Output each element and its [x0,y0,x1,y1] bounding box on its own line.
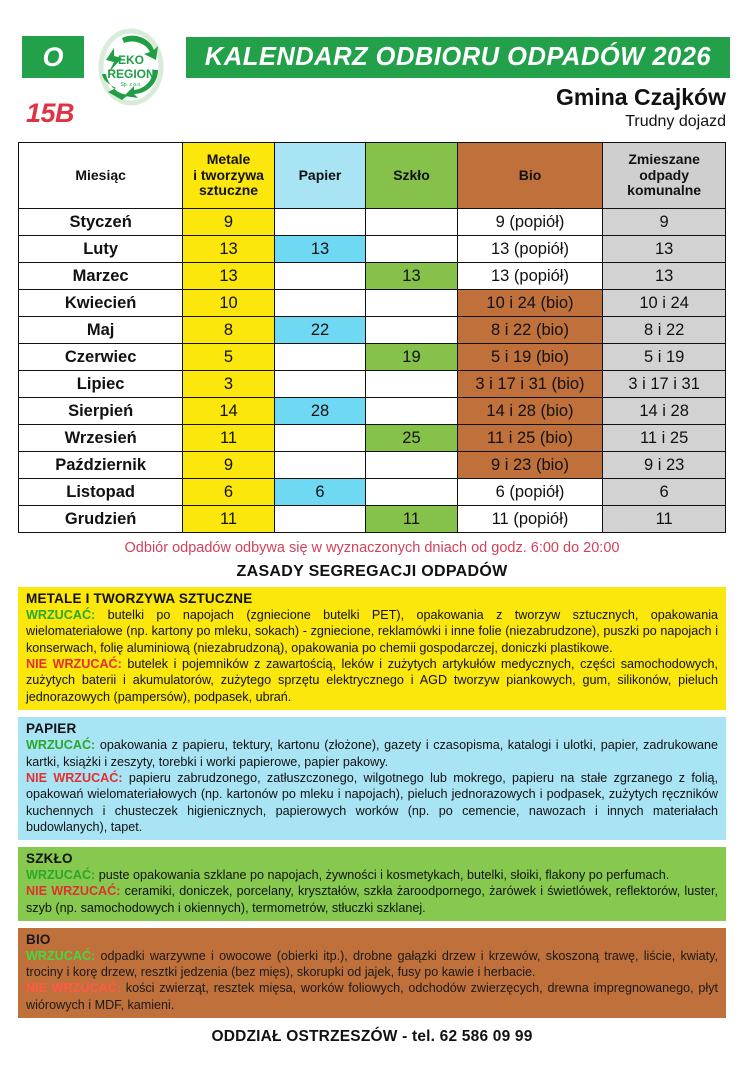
rule-rejected-text-glass: ceramiki, doniczek, porcelany, kryształów, szkła żaroodpornego, żarówek i świetlówek, reflektorów, luster, szyb (np. samochodowych i okiennych), termometrów, stłuczki szklanej. [26,884,718,915]
rule-heading-bio: BIO [26,931,51,947]
cell-bio: 10 i 24 (bio) [457,290,603,317]
cell-paper: 6 [274,479,365,506]
cell-bio: 13 (popiół) [457,236,603,263]
cell-bio: 11 i 25 (bio) [457,425,603,452]
cell-metals: 11 [183,506,274,533]
cell-paper [274,209,365,236]
calendar-title-bar [186,37,730,78]
cell-glass [366,479,457,506]
col-header-month: Miesiąc [19,143,183,209]
cell-glass: 25 [366,425,457,452]
label-accept: WRZUCAĆ: [26,868,96,883]
cell-metals: 13 [183,263,274,290]
cell-month: Wrzesień [19,425,183,452]
col-header-glass: Szkło [366,143,457,209]
cell-mixed: 13 [603,263,726,290]
page-title: KALENDARZ ODBIORU ODPADÓW 2026 [204,43,712,71]
cell-glass [366,290,457,317]
table-row [19,290,726,317]
rule-rejected-metal [26,656,718,705]
cell-bio: 9 i 23 (bio) [457,452,603,479]
label-accept: WRZUCAĆ: [26,738,96,753]
rule-accepted-paper [26,737,718,770]
cell-month: Lipiec [19,371,183,398]
cell-bio: 3 i 17 i 31 (bio) [457,371,603,398]
cell-bio: 13 (popiół) [457,263,603,290]
cell-mixed: 13 [603,236,726,263]
cell-glass [366,236,457,263]
cell-mixed: 3 i 17 i 31 [603,371,726,398]
table-body [19,209,726,533]
table-row [19,236,726,263]
cell-mixed: 10 i 24 [603,290,726,317]
cell-metals: 3 [183,371,274,398]
route-code: 15B [26,98,75,128]
label-reject: NIE WRZUCAĆ: [26,657,122,672]
cell-month: Czerwiec [19,344,183,371]
table-row [19,263,726,290]
page-header [0,0,744,140]
cell-metals: 8 [183,317,274,344]
cell-mixed: 6 [603,479,726,506]
collection-calendar-table [18,142,726,533]
rule-panel-paper [18,717,726,840]
rule-rejected-bio [26,980,718,1013]
cell-bio: 9 (popiół) [457,209,603,236]
label-accept: WRZUCAĆ: [26,608,96,622]
cell-metals: 10 [183,290,274,317]
cell-metals: 11 [183,425,274,452]
cell-month: Październik [19,452,183,479]
rule-heading-glass: SZKŁO [26,851,73,867]
cell-paper [274,452,365,479]
cell-glass: 19 [366,344,457,371]
cell-glass [366,452,457,479]
cell-mixed: 11 i 25 [603,425,726,452]
cell-paper [274,263,365,290]
col-header-metals: Metale i tworzywa sztuczne [183,143,274,209]
cell-paper [274,425,365,452]
cell-metals: 14 [183,398,274,425]
cell-metals: 13 [183,236,274,263]
cell-bio: 11 (popiół) [457,506,603,533]
cell-metals: 6 [183,479,274,506]
table-row [19,506,726,533]
cell-bio: 14 i 28 (bio) [457,398,603,425]
route-badge: O [22,36,84,78]
cell-paper: 13 [274,236,365,263]
rule-accepted-text-paper: opakowania z papieru, tektury, kartonu (złożone), gazety i czasopisma, katalogi i ulotki, papier, zadrukowane kartki, książki i zeszyty, torebki i worki papierowe, papier pakowy. [26,738,719,769]
rule-accepted-metal [26,607,718,656]
label-reject: NIE WRZUCAĆ: [26,884,121,899]
cell-month: Kwiecień [19,290,183,317]
rule-panel-glass [18,847,726,920]
cell-mixed: 8 i 22 [603,317,726,344]
label-reject: NIE WRZUCAĆ: [26,770,123,785]
label-reject: NIE WRZUCAĆ: [26,981,122,996]
rule-panel-metal [18,587,726,710]
cell-metals: 5 [183,344,274,371]
rule-accepted-text-metal: butelki po napojach (zgniecione butelki PET), opakowania z tworzyw sztucznych, opakowania wielomateriałowe (np. kartony po mleku, sokach) - zgniecione, reklamówki i inne folie (niezabrudzone), puszki po napojach i konserwach, folię aluminiową (niezabrudzoną), opakowania po chemii gospodarczej, doniczki plastikowe. [26,608,718,655]
cell-month: Listopad [19,479,183,506]
collection-hours-note: Odbiór odpadów odbywa się w wyznaczonych dniach od godz. 6:00 do 20:00 [124,540,620,556]
rule-heading-metal: METALE I TWORZYWA SZTUCZNE [26,591,253,606]
eko-region-logo-icon [92,26,170,108]
municipality-name: Gmina Czajków [556,84,726,110]
table-row [19,344,726,371]
table-header-row [19,143,726,209]
svg-text:EKO: EKO [117,53,145,67]
cell-glass [366,398,457,425]
rule-accepted-text-bio: odpadki warzywne i owocowe (obierki itp.), drobne gałązki drzew i krzewów, skoszoną trawę, liście, kwiaty, trociny i korę drzew, resztki jedzenia (bez mięs), skorupki od jajek, fusy po kawie i herbacie. [26,948,718,979]
rule-rejected-text-metal: butelek i pojemników z zawartością, leków i zużytych artykułów medycznych, części samochodowych, zużytych baterii i akumulatorów, zużytego sprzętu elektrycznego i AGD tworzyw piankowych, gum, silikonów, pieluch jednorazowych (pampersów), podpasek, ubrań. [26,657,718,704]
cell-paper [274,290,365,317]
cell-bio: 8 i 22 (bio) [457,317,603,344]
svg-text:REGION: REGION [107,67,155,81]
table-row [19,479,726,506]
cell-mixed: 14 i 28 [603,398,726,425]
rule-accepted-text-glass: puste opakowania szklane po napojach, żywności i kosmetykach, butelki, słoiki, flakony po perfumach. [98,868,670,883]
cell-glass [366,371,457,398]
rule-accepted-glass [26,867,718,883]
calendar-table-wrap [0,142,744,581]
cell-paper: 28 [274,398,365,425]
cell-paper [274,371,365,398]
segregation-rules [0,587,744,1018]
cell-bio: 5 i 19 (bio) [457,344,603,371]
col-header-paper: Papier [274,143,365,209]
table-row [19,425,726,452]
cell-month: Sierpień [19,398,183,425]
rule-rejected-paper [26,770,718,835]
rule-panel-bio [18,928,726,1018]
cell-paper [274,506,365,533]
cell-month: Luty [19,236,183,263]
rule-rejected-text-paper: papieru zabrudzonego, zatłuszczonego, wilgotnego lub mokrego, papieru na stałe zgrzanego z folią, opakowań wielomateriałowych (np. kartonów po mleku i napojach), pieluch jednorazowych i podpasek, zużytych ręczników kuchennych i chusteczek higienicznych, papierowych worków (np. po cemencie, nawozach i innych materiałach budowlanych), tapet. [26,770,718,834]
table-row [19,452,726,479]
col-header-bio: Bio [457,143,603,209]
rules-section-title: ZASADY SEGREGACJI ODPADÓW [236,563,508,580]
cell-mixed: 11 [603,506,726,533]
cell-bio: 6 (popiół) [457,479,603,506]
cell-paper [274,344,365,371]
rule-heading-paper: PAPIER [26,721,77,737]
cell-mixed: 9 i 23 [603,452,726,479]
branch-contact-footer: ODDZIAŁ OSTRZESZÓW - tel. 62 586 09 99 [211,1028,533,1046]
col-header-mixed: Zmieszane odpady komunalne [603,143,726,209]
table-row [19,209,726,236]
cell-month: Grudzień [19,506,183,533]
rule-rejected-text-bio: kości zwierząt, resztek mięsa, worków foliowych, odchodów zwierzęcych, drewna impregnowanego, płyt wiórowych i MDF, kamieni. [26,981,718,1012]
cell-month: Marzec [19,263,183,290]
rule-rejected-glass [26,883,718,915]
cell-glass: 13 [366,263,457,290]
cell-paper: 22 [274,317,365,344]
table-head [19,143,726,209]
cell-glass: 11 [366,506,457,533]
label-accept: WRZUCAĆ: [26,948,96,963]
table-row [19,398,726,425]
table-row [19,317,726,344]
cell-mixed: 9 [603,209,726,236]
cell-metals: 9 [183,452,274,479]
cell-month: Maj [19,317,183,344]
cell-glass [366,209,457,236]
access-note: Trudny dojazd [625,113,726,130]
svg-text:Sp. z o.o.: Sp. z o.o. [120,82,142,88]
cell-mixed: 5 i 19 [603,344,726,371]
cell-glass [366,317,457,344]
cell-metals: 9 [183,209,274,236]
cell-month: Styczeń [19,209,183,236]
table-row [19,371,726,398]
rule-accepted-bio [26,948,718,981]
